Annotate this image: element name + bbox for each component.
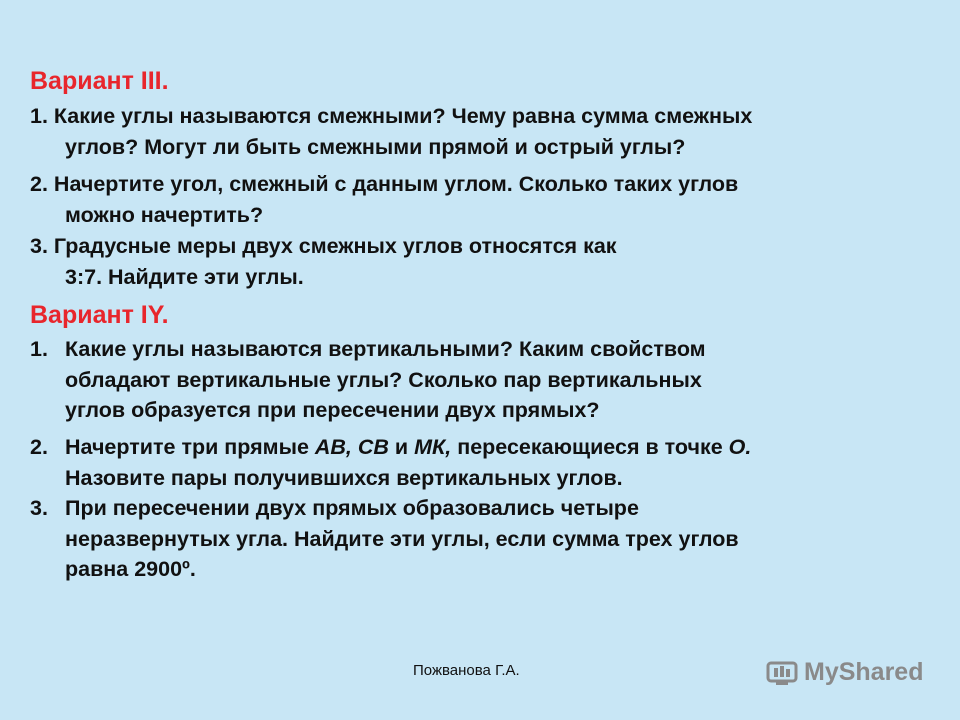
line-label-cb: СВ [357,435,389,459]
myshared-logo[interactable] [766,657,923,687]
variant-4-title: Вариант IY. [30,301,169,329]
variant-3-title: Вариант III. [30,67,169,95]
question-text: Какие углы называются вертикальными? Каким свойством [65,337,706,361]
question-text-line-2: Назовите пары получившихся вертикальных углов. [65,465,623,490]
variant-3-question-1 [30,101,940,162]
question-text-line-3: углов образуется при пересечении двух прямых? [65,398,600,422]
question-number: 2. [30,172,48,196]
variant-3-question-2 [30,169,940,230]
myshared-logo-icon [766,657,798,687]
variant-3-question-3 [30,231,940,292]
line-label-ab: АВ, [314,435,352,459]
question-text-line-2: обладают вертикальные углы? Сколько пар вертикальных [65,367,702,392]
myshared-logo-text: MyShared [804,657,924,686]
question-text-part: пересекающиеся в точке [451,435,729,459]
question-text-line-3: равна 2900º. [65,557,196,581]
question-number: 1. [30,104,48,128]
question-text-continued: углов? Могут ли быть смежными прямой и острый углы? [65,134,686,159]
question-text: Какие углы называются смежными? Чему равна сумма смежных [53,104,753,128]
question-number: 3. [30,234,48,258]
point-label-o: О. [728,435,752,459]
question-number: 1. [30,337,48,361]
question-text: При пересечении двух прямых образовались четыре [65,496,639,520]
question-text-part: Начертите три прямые [65,435,315,459]
variant-4-question-1 [30,334,940,426]
question-text-part: и [388,435,415,459]
line-label-mk: МК, [414,435,452,459]
question-text-continued: 3:7. Найдите эти углы. [65,264,304,289]
question-text-continued: можно начертить? [65,202,264,227]
variant-4-question-3 [30,493,940,585]
footer-author: Пожванова Г.А. [413,662,520,679]
question-text: Начертите угол, смежный с данным углом. Сколько таких углов [53,172,739,196]
question-text-line-2: неразвернутых угла. Найдите эти углы, если сумма трех углов [65,526,739,551]
question-text: Градусные меры двух смежных углов относятся как [53,234,617,258]
question-number: 3. [30,496,48,520]
variant-4-question-2 [30,432,940,493]
question-number: 2. [30,435,48,459]
